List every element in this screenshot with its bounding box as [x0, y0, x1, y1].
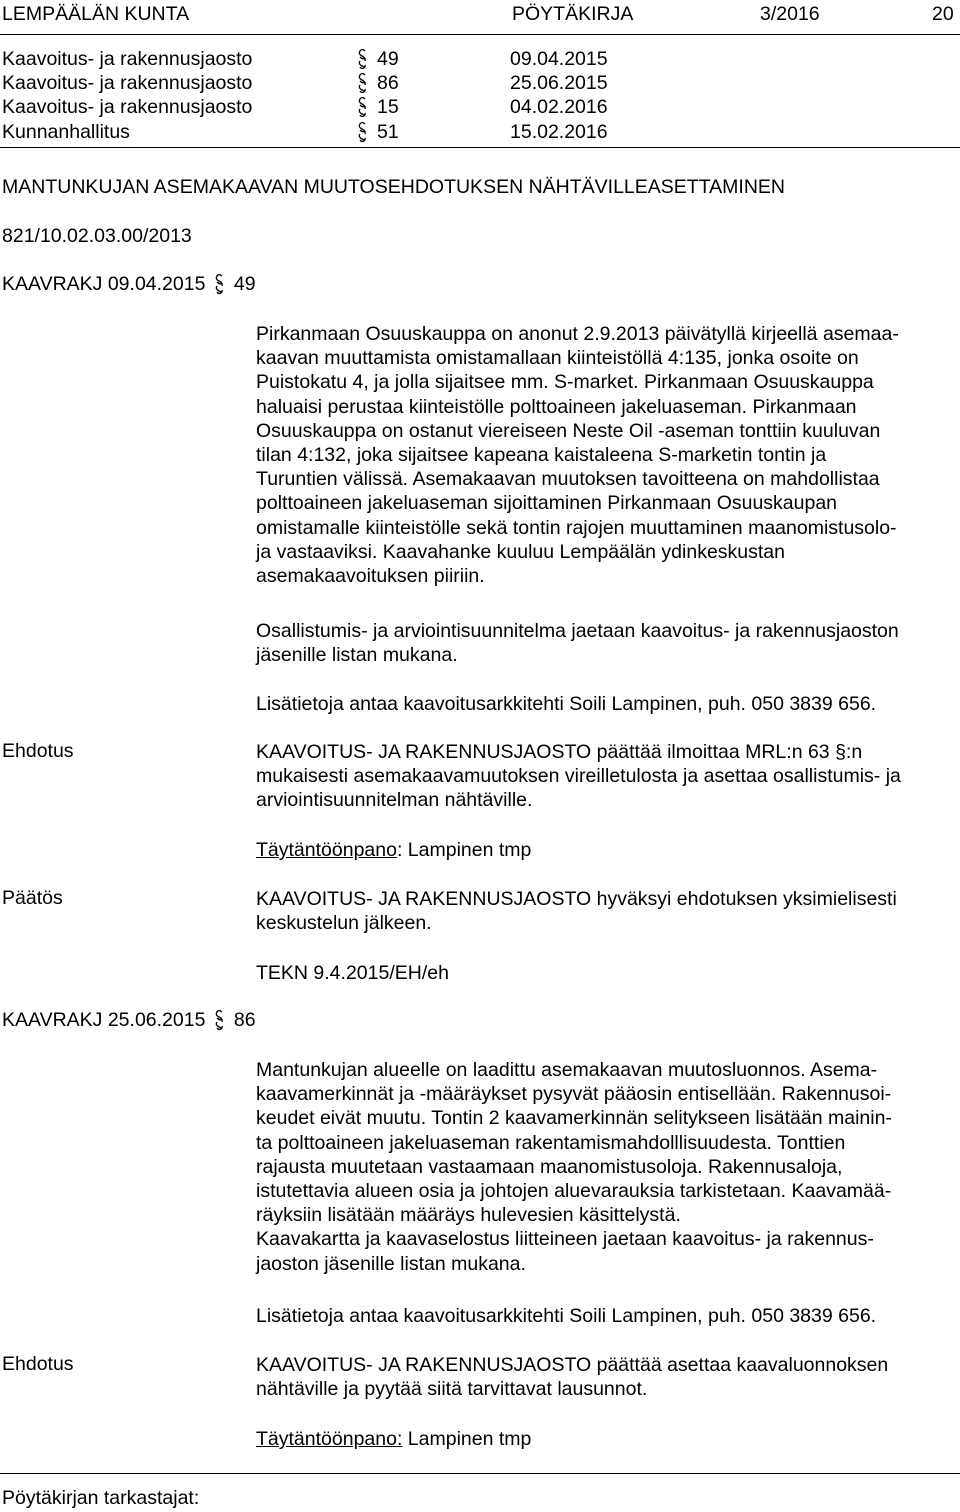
- background-paragraph: Pirkanmaan Osuuskauppa on anonut 2.9.2013 päivätyllä kirjeellä asemaa- kaavan muuttamista omistamallaan kiinteistöllä 4:135, jonka osoite on Puistokatu 4, ja jolla sijaitsee mm. S-market. Pirkanmaan Osuuskauppa haluaisi perustaa kiinteistölle polttoaineen jakeluaseman. Pirkanmaan Osuuskauppa on ostanut viereiseen Neste Oil -aseman tonttiin kuuluvan tilan 4:132, joka sijaitsee kapeana kaistaleena S-marketin tontin ja Turuntien välissä. Asemakaavan muutoksen tavoitteena on mahdollistaa polttoaineen jakeluaseman sijoittaminen Pirkanmaan Osuuskaupan omistamalle kiinteistölle sekä tontin rajojen muuttaminen maanomistusolo- ja vastaaviksi. Kaavahanke kuuluu Lempäälän ydinkeskustan asemakaavoituksen piiriin.: [256, 323, 899, 588]
- municipality-name: LEMPÄÄLÄN KUNTA: [2, 3, 190, 25]
- history-num: 51: [358, 121, 399, 144]
- history-body: Kaavoitus- ja rakennusjaosto: [2, 96, 253, 118]
- document-type: PÖYTÄKIRJA: [512, 3, 634, 25]
- history-date: 15.02.2016: [510, 121, 608, 143]
- document-number: 3/2016: [760, 3, 820, 25]
- proposal-label: Ehdotus: [2, 1353, 74, 1375]
- decision-text: KAAVOITUS- JA RAKENNUSJAOSTO hyväksyi ehdotuksen yksimielisesti keskustelun jälkeen.: [256, 888, 897, 935]
- history-body: Kunnanhallitus: [2, 121, 130, 143]
- section-sign-icon: [358, 72, 367, 94]
- history-body: Kaavoitus- ja rakennusjaosto: [2, 48, 253, 70]
- execution-note: Täytäntöönpano: Lampinen tmp: [256, 839, 532, 861]
- proposal-text: KAAVOITUS- JA RAKENNUSJAOSTO päättää ilmoittaa MRL:n 63 §:n mukaisesti asemakaavamuutoksen vireilletulosta ja asettaa osallistumis- ja arviointisuunnitelman nähtäville.: [256, 741, 901, 812]
- proposal-text: KAAVOITUS- JA RAKENNUSJAOSTO päättää asettaa kaavaluonnoksen nähtäville ja pyytää siitä tarvittavat lausunnot.: [256, 1354, 889, 1401]
- section-sign-icon: [215, 1009, 224, 1031]
- section-sign-icon: [358, 96, 367, 118]
- history-num: 86: [358, 72, 399, 95]
- page-number: 20: [932, 3, 954, 25]
- minutes-checkers-label: Pöytäkirjan tarkastajat:: [2, 1487, 200, 1509]
- header-rule: [0, 34, 960, 35]
- case-number: 821/10.02.03.00/2013: [2, 225, 192, 247]
- signature-line: TEKN 9.4.2015/EH/eh: [256, 962, 449, 984]
- page-title: MANTUNKUJAN ASEMAKAAVAN MUUTOSEHDOTUKSEN NÄHTÄVILLEASETTAMINEN: [2, 176, 786, 198]
- section-sign-icon: [358, 121, 367, 143]
- plan-distribution-paragraph: Osallistumis- ja arviointisuunnitelma jaetaan kaavoitus- ja rakennusjaoston jäsenille listan mukana.: [256, 620, 899, 667]
- section-sign-icon: [358, 48, 367, 70]
- history-rule: [0, 147, 960, 148]
- history-date: 09.04.2015: [510, 48, 608, 70]
- section-sign-icon: [215, 273, 224, 295]
- footer-rule: [0, 1473, 960, 1474]
- section-reference: KAAVRAKJ 25.06.2015 86: [2, 1009, 256, 1031]
- contact-info: Lisätietoja antaa kaavoitusarkkitehti Soili Lampinen, puh. 050 3839 656.: [256, 693, 877, 715]
- history-num: 49: [358, 48, 399, 71]
- execution-note: Täytäntöönpano: Lampinen tmp: [256, 1428, 532, 1450]
- section-reference: KAAVRAKJ 09.04.2015 49: [2, 273, 256, 295]
- draft-paragraph: Mantunkujan alueelle on laadittu asemakaavan muutosluonnos. Asema- kaavamerkinnät ja -määräykset pysyvät pääosin entisellään. Rakennusoi- keudet eivät muutu. Tontin 2 kaavamerkinnän selitykseen lisätään mainin- ta polttoaineen jakeluaseman rakentamismahdolllisuudesta. Tonttien rajausta muutetaan vastaamaan maanomistusoloja. Rakennusaloja, istutettavia alueen osia ja johtojen aluevarauksia tarkistetaan. Kaavamää- räyksiin lisätään määräys hulevesien käsittelystä. Kaavakartta ja kaavaselostus liitteineen jaetaan kaavoitus- ja rakennus- jaoston jäsenille listan mukana.: [256, 1059, 892, 1275]
- history-body: Kaavoitus- ja rakennusjaosto: [2, 72, 253, 94]
- history-date: 25.06.2015: [510, 72, 608, 94]
- contact-info: Lisätietoja antaa kaavoitusarkkitehti Soili Lampinen, puh. 050 3839 656.: [256, 1305, 877, 1327]
- proposal-label: Ehdotus: [2, 740, 74, 762]
- history-num: 15: [358, 96, 399, 119]
- history-date: 04.02.2016: [510, 96, 608, 118]
- decision-label: Päätös: [2, 887, 63, 909]
